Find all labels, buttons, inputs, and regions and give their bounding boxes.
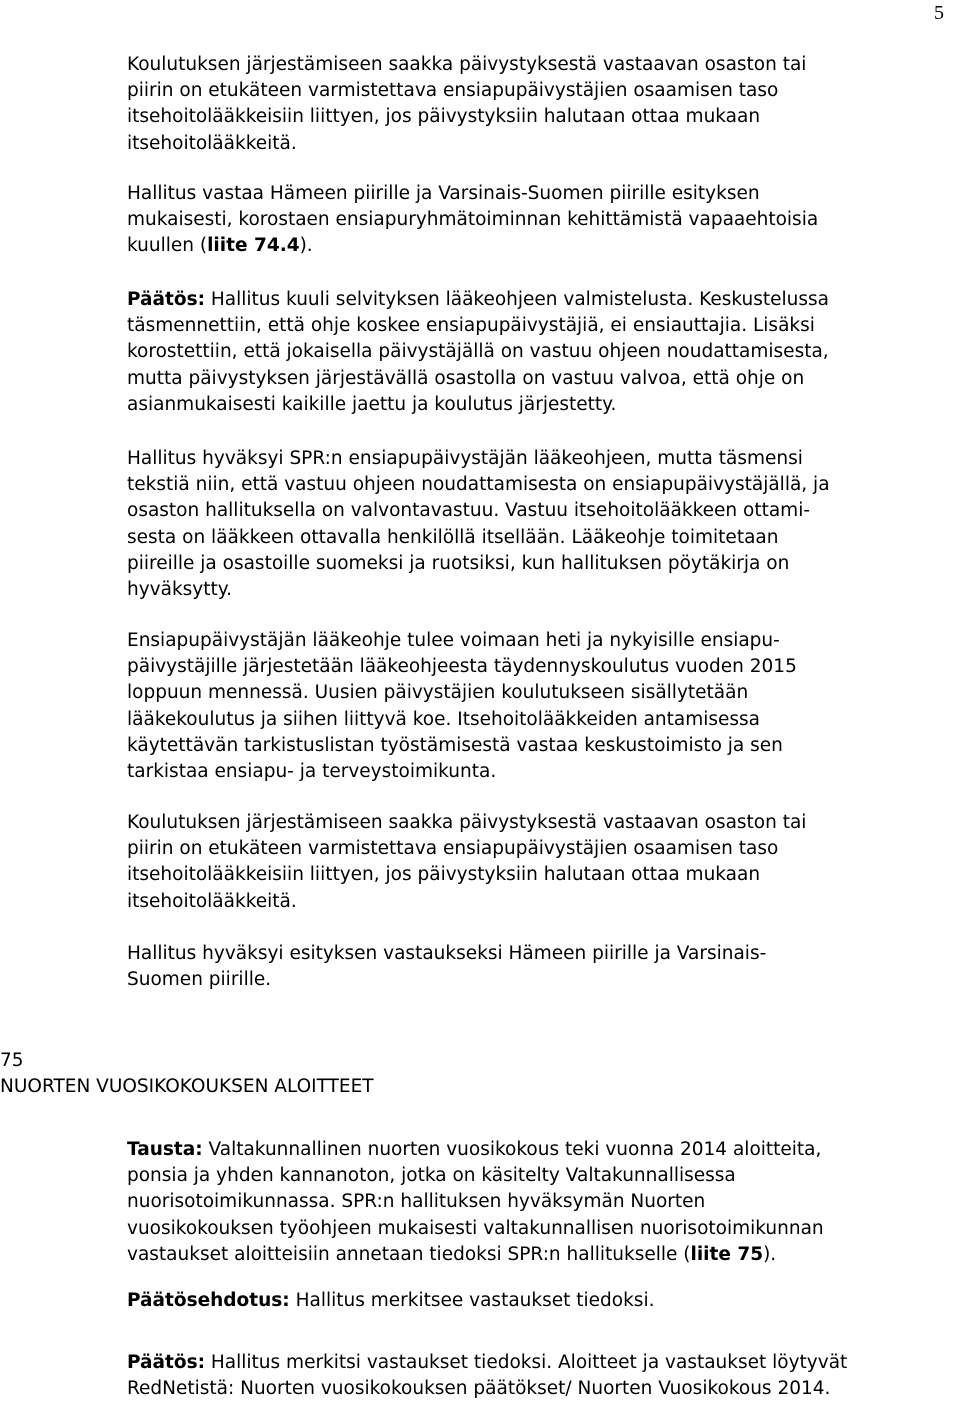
text-line: täsmennettiin, että ohje koskee ensiapupäivystäjiä, ei ensiauttajia. Lisäksi <box>127 315 815 337</box>
text-line: Ensiapupäivystäjän lääkeohje tulee voimaan heti ja nykyisille ensiapu- <box>127 630 780 651</box>
page-number: 5 <box>934 2 944 24</box>
text-line: nuorisotoimikunnassa. SPR:n hallituksen hyväksymän Nuorten <box>127 1191 706 1213</box>
background-label: Tausta: <box>127 1139 203 1160</box>
paragraph-guideline-effective <box>127 628 957 785</box>
attachment-ref: liite 75 <box>690 1243 764 1265</box>
text-line: lääkekoulutus ja siihen liittyvä koe. Itsehoitolääkkeiden antamisessa <box>127 708 761 730</box>
paragraph-background <box>127 1137 957 1268</box>
text-line: loppuun mennessä. Uusien päivystäjien koulutukseen sisällytetään <box>127 682 749 704</box>
paragraph-decision-guideline <box>127 287 957 418</box>
paragraph-training-requirement-repeat <box>127 810 957 915</box>
text-line: Päätös: Hallitus merkitsi vastaukset tiedoksi. Aloitteet ja vastaukset löytyvät <box>127 1352 848 1373</box>
paragraph-approval-response <box>127 941 957 993</box>
section-title: NUORTEN VUOSIKOKOUKSEN ALOITTEET <box>0 1076 374 1097</box>
text-line: osaston hallituksella on valvontavastuu. Vastuu itsehoitolääkkeen ottami- <box>127 500 811 522</box>
decision-label: Päätös: <box>127 1352 205 1373</box>
text-line: Päätös: Hallitus kuuli selvityksen lääkeohjeen valmistelusta. Keskustelussa <box>127 289 829 310</box>
text-line: vastaukset aloitteisiin annetaan tiedoksi SPR:n hallitukselle (liite 75). <box>127 1243 777 1265</box>
text-line: Suomen piirille. <box>127 969 272 991</box>
text-line: piirin on etukäteen varmistettava ensiapupäivystäjien osaamisen taso <box>127 838 779 860</box>
text-line: vuosikokouksen työohjeen mukaisesti valtakunnallisen nuorisotoimikunnan <box>127 1217 824 1239</box>
paragraph-decision <box>127 1350 957 1402</box>
text-line: mutta päivystyksen järjestävällä osastolla on vastuu valvoa, että ohje on <box>127 367 805 389</box>
attachment-ref: liite 74.4 <box>207 235 300 257</box>
text-line: piirin on etukäteen varmistettava ensiapupäivystäjien osaamisen taso <box>127 80 779 102</box>
text-line: Tausta: Valtakunnallinen nuorten vuosikokous teki vuonna 2014 aloitteita, <box>127 1139 822 1160</box>
paragraph-approval <box>127 446 957 603</box>
text-line: Päätösehdotus: Hallitus merkitsee vastaukset tiedoksi. <box>127 1290 655 1311</box>
text-line: kuullen (liite 74.4). <box>127 235 313 257</box>
paragraph-board-response <box>127 181 957 260</box>
text-line: piireille ja osastoille suomeksi ja ruotsiksi, kun hallituksen pöytäkirja on <box>127 552 790 574</box>
text-line: Hallitus vastaa Hämeen piirille ja Varsinais-Suomen piirille esityksen <box>127 183 760 204</box>
paragraph-training-requirement <box>127 52 957 157</box>
text-line: itsehoitolääkkeisiin liittyen, jos päivystyksiin halutaan ottaa mukaan <box>127 106 761 128</box>
text-line: Koulutuksen järjestämiseen saakka päivystyksestä vastaavan osaston tai <box>127 54 807 75</box>
section-number: 75 <box>0 1050 24 1071</box>
proposal-label: Päätösehdotus: <box>127 1290 290 1311</box>
text-line: hyväksytty. <box>127 579 232 601</box>
paragraph-proposal <box>127 1288 957 1314</box>
text-line: päivystäjille järjestetään lääkeohjeesta täydennyskoulutus vuoden 2015 <box>127 656 797 678</box>
text-line: Hallitus hyväksyi esityksen vastaukseksi Hämeen piirille ja Varsinais- <box>127 943 767 964</box>
decision-label: Päätös: <box>127 289 205 310</box>
text-line: RedNetistä: Nuorten vuosikokouksen päätökset/ Nuorten Vuosikokous 2014. <box>127 1378 831 1400</box>
text-line: itsehoitolääkkeitä. <box>127 890 297 912</box>
text-line: Koulutuksen järjestämiseen saakka päivystyksestä vastaavan osaston tai <box>127 812 807 833</box>
text-line: käytettävän tarkistuslistan työstämisestä vastaa keskustoimisto ja sen <box>127 734 783 756</box>
text-line: mukaisesti, korostaen ensiapuryhmätoiminnan kehittämistä vapaaehtoisia <box>127 209 819 231</box>
text-line: tekstiä niin, että vastuu ohjeen noudattamisesta on ensiapupäivystäjällä, ja <box>127 474 830 496</box>
text-line: korostettiin, että jokaisella päivystäjällä on vastuu ohjeen noudattamisesta, <box>127 341 829 363</box>
text-line: tarkistaa ensiapu- ja terveystoimikunta. <box>127 761 497 783</box>
text-line: itsehoitolääkkeisiin liittyen, jos päivystyksiin halutaan ottaa mukaan <box>127 864 761 886</box>
text-line: itsehoitolääkkeitä. <box>127 132 297 154</box>
text-line: ponsia ja yhden kannanoton, jotka on käsitelty Valtakunnallisessa <box>127 1165 736 1187</box>
text-line: asianmukaisesti kaikille jaettu ja koulutus järjestetty. <box>127 393 617 415</box>
text-line: sesta on lääkkeen ottavalla henkilöllä itsellään. Lääkeohje toimitetaan <box>127 526 779 548</box>
text-line: Hallitus hyväksyi SPR:n ensiapupäivystäjän lääkeohjeen, mutta täsmensi <box>127 448 803 469</box>
